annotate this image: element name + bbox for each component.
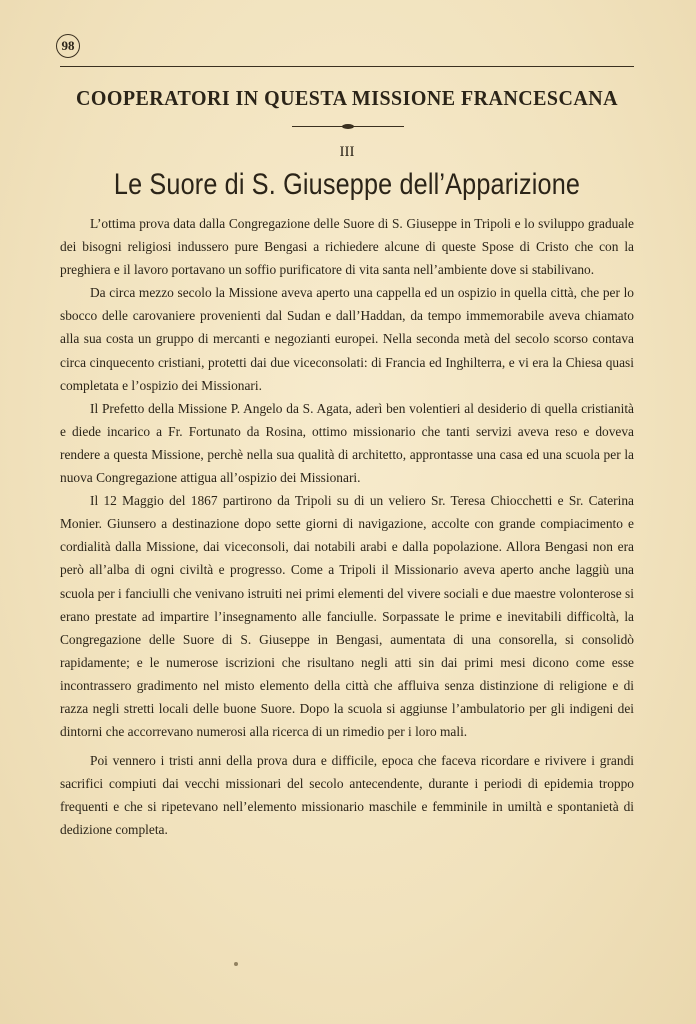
header-rule [60,66,634,67]
paragraph: Il Prefetto della Missione P. Angelo da S. Agata, aderì ben volentieri al desiderio di quella cristianità e diede incarico a Fr. Fortunato da Rosina, ottimo missionario che tanti servizi aveva reso e doveva rendere a questa Missione, perchè nella sua qualità di architetto, approntasse una casa ed una scuola per la nuova Congregazione attigua all’ospizio dei Missionari. [60,400,634,486]
running-head: COOPERATORI IN QUESTA MISSIONE FRANCESCANA [75,86,619,110]
body-text [60,212,634,842]
section-number: III [339,144,355,160]
paragraph: Da circa mezzo secolo la Missione aveva aperto una cappella ed un ospizio in quella città, che per lo sbocco delle carovaniere provenienti dal Sudan e dall’Haddan, da tempo immemorabile aveva chiamato alla sua costa un gruppo di mercanti e negozianti europei. Nella seconda metà del secolo scorso contava circa cinquecento cristiani, protetti dai due viceconsolati: di Francia ed Inghilterra, e vi era la Chiesa quasi completata e l’ospizio dei Missionari. [60,285,634,393]
chapter-title: Le Suore di S. Giuseppe dell’Apparizione [113,168,581,201]
ornament-divider [292,124,404,130]
paragraph: Poi vennero i tristi anni della prova dura e difficile, epoca che faceva ricordare e rivivere i grandi sacrifici compiuti dai vecchi missionari del secolo antecendente, durante i periodi di epidemia troppo frequenti e che si ripetevano nell’elemento missionario maschile e femminile in umiltà e spontanietà di dedizione completa. [60,753,634,838]
page-number: 98 [56,34,80,58]
paper-speck [234,962,238,966]
paragraph: Il 12 Maggio del 1867 partirono da Tripoli su di un veliero Sr. Teresa Chiocchetti e Sr. Caterina Monier. Giunsero a destinazione dopo sette giorni di navigazione, accolte con grande compiacimento e cordialità dalla Missione, dai viceconsoli, dai notabili arabi e dalla popolazione. Allora Bengasi non era però all’alba di ogni civiltà e progresso. Come a Tripoli il Missionario aveva aperto anche laggiù una scuola per i fanciulli che venivano istruiti nei primi elementi del vivere sociali e due maestre volonterose si erano prestate ad impartire l’insegnamento alle fanciulle. Sorpassate le prime e inevitabili difficoltà, la Congregazione delle Suore di S. Giuseppe in Bengasi, aumentata di una consorella, si consolidò rapidamente; e le numerose iscrizioni che risultano negli atti sin dai primi mesi dicono come esse incontrassero gradimento nel misto elemento della città che affluiva senza distinzione di religione e di razza negli stretti locali delle buone Suore. Dopo la scuola si aggiunse l’ambulatorio per gli indigeni dei dintorni che accorrevano numerosi alla ricerca di un rimedio per i loro mali. [60,493,634,740]
paragraph: L’ottima prova data dalla Congregazione delle Suore di S. Giuseppe in Tripoli e lo sviluppo graduale dei bisogni religiosi indussero pure Bengasi a richiedere alcune di queste Spose di Cristo che con la preghiera e il lavoro portavano un soffio purificatore di vita santa nell’ambiente dove si stabilivano. [60,216,634,278]
ornament-dot [342,124,354,129]
